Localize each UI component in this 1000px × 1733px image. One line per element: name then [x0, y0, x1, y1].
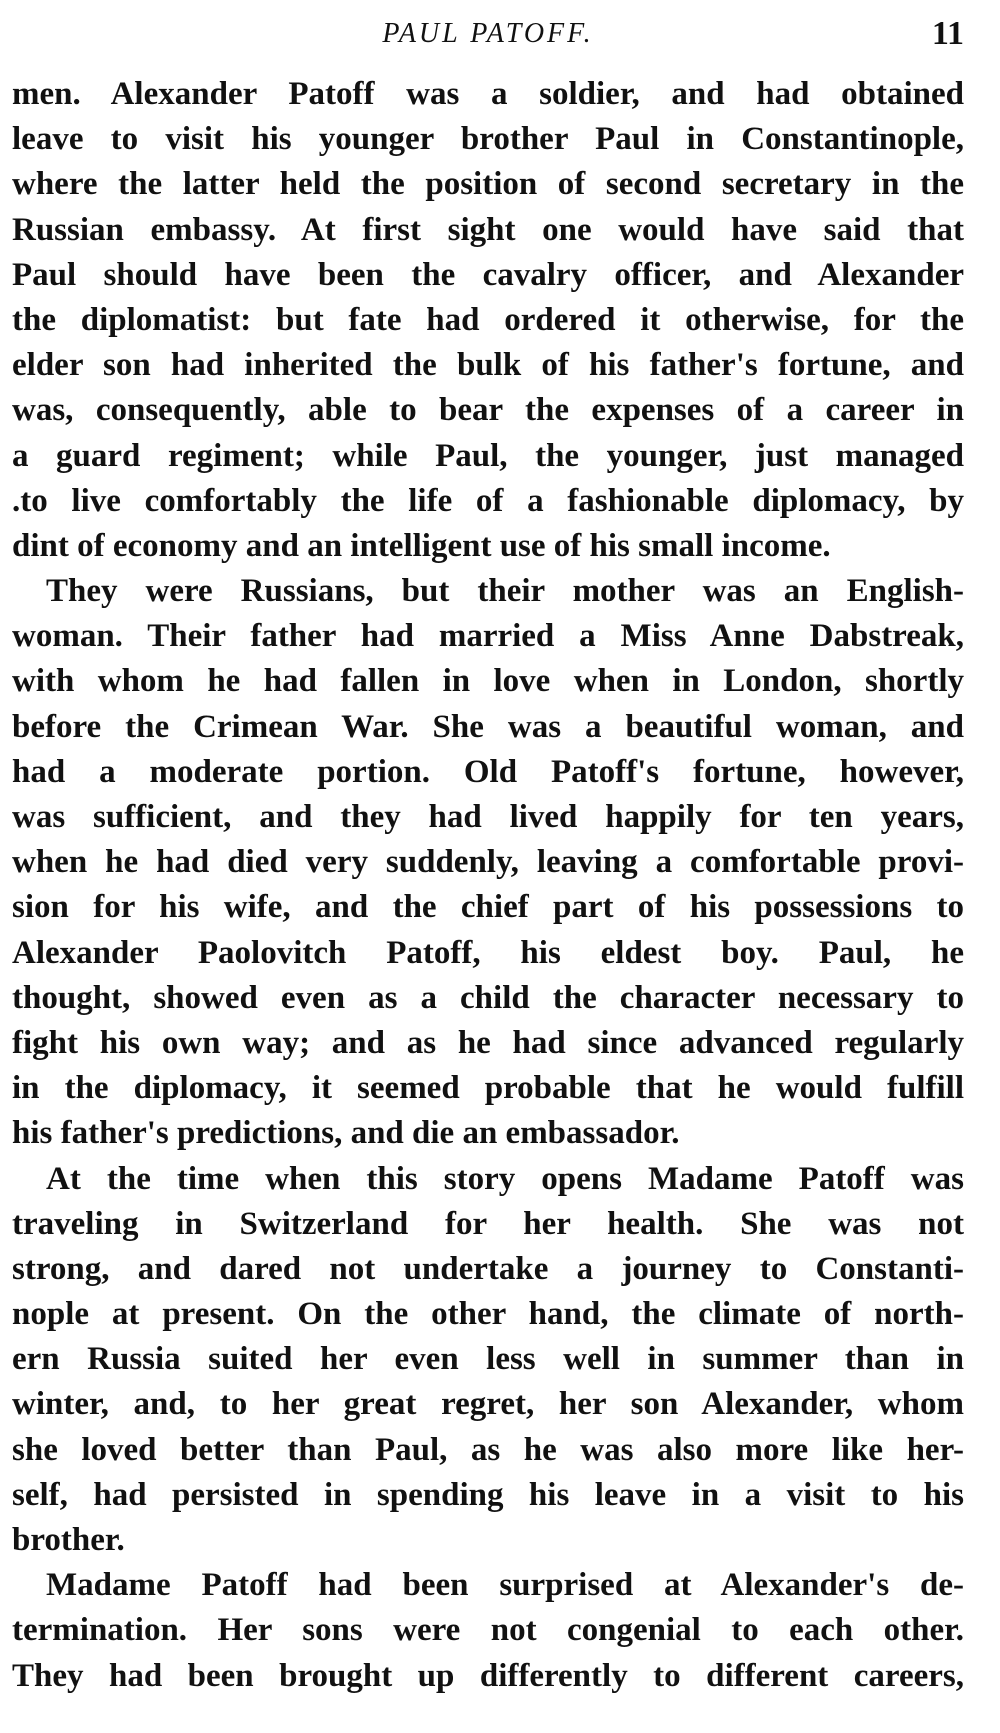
text-line: sion for his wife, and the chief part of his possessions to	[12, 889, 964, 926]
text-line: with whom he had fallen in love when in London, shortly	[12, 663, 964, 700]
text-line: was, consequently, able to bear the expenses of a career in	[12, 392, 964, 429]
text-line: woman. Their father had married a Miss Anne Dabstreak,	[12, 618, 964, 655]
text-line: Russian embassy. At first sight one would have said that	[12, 211, 964, 248]
text-line: was sufficient, and they had lived happily for ten years,	[12, 799, 964, 835]
text-line: she loved better than Paul, as he was also more like her-	[12, 1431, 964, 1468]
text-line: At the time when this story opens Madame Patoff was	[46, 1160, 964, 1197]
text-line: Paul should have been the cavalry officer, and Alexander	[12, 256, 964, 293]
text-line: brother.	[12, 1522, 125, 1558]
text-line: termination. Her sons were not congenial to each other.	[12, 1612, 964, 1649]
text-line: his father's predictions, and die an embassador.	[12, 1115, 680, 1152]
text-line: leave to visit his younger brother Paul in Constantinople,	[12, 121, 964, 158]
running-title: PAUL PATOFF.	[382, 18, 594, 49]
text-line: They had been brought up differently to different careers,	[12, 1657, 964, 1694]
running-header	[12, 14, 964, 64]
text-line: men. Alexander Patoff was a soldier, and had obtained	[12, 76, 964, 112]
text-line: where the latter held the position of second secretary in the	[12, 166, 964, 203]
text-line: self, had persisted in spending his leave in a visit to his	[12, 1476, 964, 1513]
text-line: in the diplomacy, it seemed probable that he would fulfill	[12, 1070, 964, 1107]
text-line: thought, showed even as a child the character necessary to	[12, 979, 964, 1016]
page-number: 11	[931, 15, 964, 52]
text-line: They were Russians, but their mother was an English-	[46, 573, 964, 610]
text-line: when he had died very suddenly, leaving a comfortable provi-	[12, 844, 964, 881]
body-text	[12, 72, 964, 1699]
text-line: ern Russia suited her even less well in summer than in	[12, 1341, 964, 1378]
text-line: a guard regiment; while Paul, the younger, just managed	[12, 437, 964, 474]
text-line: strong, and dared not undertake a journey to Constanti-	[12, 1250, 964, 1287]
text-line: .to live comfortably the life of a fashionable diplomacy, by	[12, 482, 964, 519]
text-line: dint of economy and an intelligent use of his small income.	[12, 527, 831, 564]
text-line: Alexander Paolovitch Patoff, his eldest boy. Paul, he	[12, 934, 964, 971]
text-line: nople at present. On the other hand, the climate of north-	[12, 1296, 964, 1333]
text-line: traveling in Switzerland for her health. She was not	[12, 1205, 964, 1242]
text-line: Madame Patoff had been surprised at Alexander's de-	[46, 1567, 964, 1604]
text-line: elder son had inherited the bulk of his father's fortune, and	[12, 347, 964, 384]
text-line: winter, and, to her great regret, her son Alexander, whom	[12, 1386, 964, 1423]
text-line: the diplomatist: but fate had ordered it otherwise, for the	[12, 301, 964, 338]
text-line: had a moderate portion. Old Patoff's fortune, however,	[12, 753, 964, 790]
text-line: before the Crimean War. She was a beautiful woman, and	[12, 708, 964, 745]
text-line: fight his own way; and as he had since advanced regularly	[12, 1024, 964, 1061]
